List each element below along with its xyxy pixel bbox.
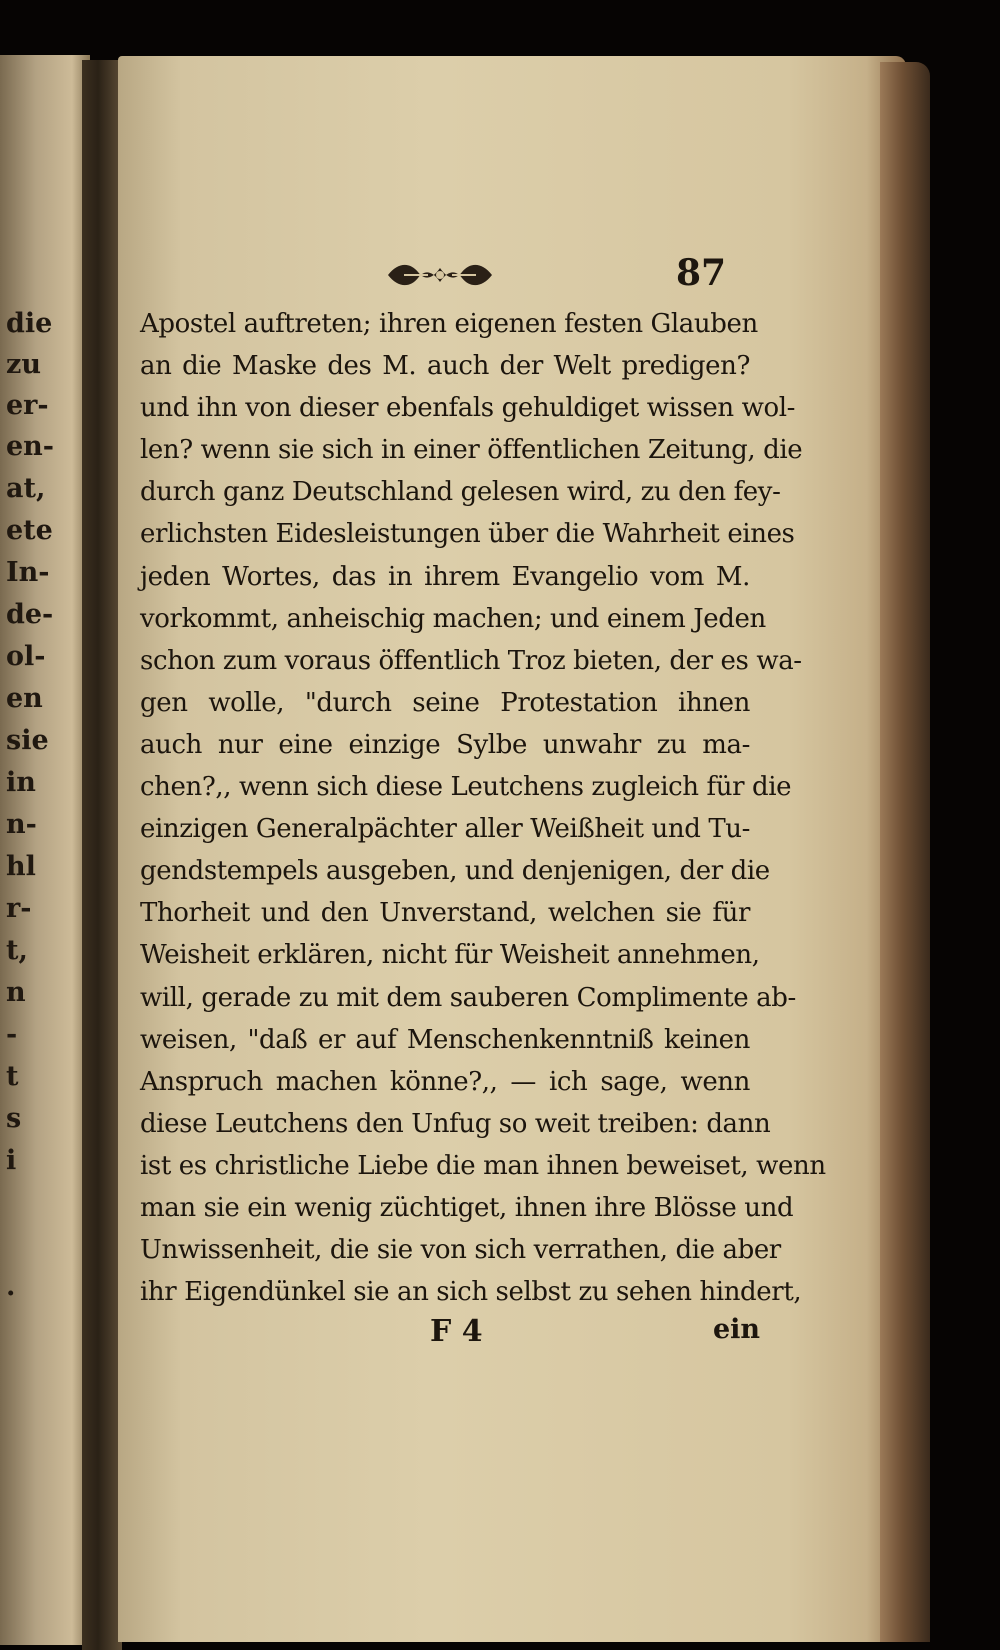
text-line: Unwissenheit, die sie von sich verrathen, die aber bbox=[140, 1235, 781, 1266]
body-text bbox=[140, 303, 826, 1313]
page-header bbox=[0, 252, 1000, 302]
left-fragment: r- bbox=[6, 893, 32, 924]
left-fragment: n- bbox=[6, 809, 37, 840]
left-fragment: en bbox=[6, 683, 43, 714]
text-line: vorkommt, anheischig machen; und einem Jeden bbox=[140, 603, 766, 634]
left-fragment: s bbox=[6, 1103, 22, 1134]
text-line: einzigen Generalpächter aller Weißheit und Tu- bbox=[140, 814, 750, 845]
left-fragment: in bbox=[6, 767, 36, 798]
text-line: chen?,, wenn sich diese Leutchens zugleich für die bbox=[140, 772, 792, 803]
text-line: an die Maske des M. auch der Welt predigen? bbox=[140, 351, 750, 382]
text-line: Weisheit erklären, nicht für Weisheit annehmen, bbox=[140, 940, 760, 971]
left-fragment: zu bbox=[6, 349, 41, 380]
left-fragment: In- bbox=[6, 557, 50, 588]
text-line: will, gerade zu mit dem sauberen Complimente ab- bbox=[140, 982, 796, 1013]
text-line: gen wolle, "durch seine Protestation ihnen bbox=[140, 687, 750, 718]
left-fragment: at, bbox=[6, 473, 46, 504]
text-line: auch nur eine einzige Sylbe unwahr zu ma- bbox=[140, 729, 750, 760]
left-fragment: . bbox=[6, 1271, 16, 1302]
left-fragment: i bbox=[6, 1145, 17, 1176]
page-footer bbox=[0, 1312, 1000, 1358]
page-number: 87 bbox=[676, 252, 727, 294]
text-line: man sie ein wenig züchtiget, ihnen ihre Blösse und bbox=[140, 1192, 794, 1223]
text-line: weisen, "daß er auf Menschenkenntniß keinen bbox=[140, 1024, 750, 1055]
left-fragment: t, bbox=[6, 935, 28, 966]
text-line: durch ganz Deutschland gelesen wird, zu den fey- bbox=[140, 477, 781, 508]
left-fragment: ol- bbox=[6, 641, 46, 672]
signature-mark: F 4 bbox=[430, 1314, 483, 1349]
text-line: ist es christliche Liebe die man ihnen beweiset, wenn bbox=[140, 1150, 826, 1181]
text-line: Thorheit und den Unverstand, welchen sie für bbox=[140, 898, 750, 929]
left-fragment: ete bbox=[6, 515, 53, 546]
left-fragment: n bbox=[6, 977, 26, 1008]
left-fragment: - bbox=[6, 1019, 18, 1050]
left-fragment: en- bbox=[6, 431, 55, 462]
catchword: ein bbox=[713, 1314, 761, 1345]
left-fragment: de- bbox=[6, 599, 54, 630]
left-fragment: t bbox=[6, 1061, 19, 1092]
left-fragment: sie bbox=[6, 725, 49, 756]
text-line: Apostel auftreten; ihren eigenen festen Glauben bbox=[140, 309, 758, 339]
text-line: jeden Wortes, das in ihrem Evangelio vom M. bbox=[140, 561, 750, 592]
text-line: ihr Eigendünkel sie an sich selbst zu sehen hindert, bbox=[140, 1277, 802, 1308]
text-line: schon zum voraus öffentlich Troz bieten, der es wa- bbox=[140, 645, 802, 676]
text-line: und ihn von dieser ebenfals gehuldiget wissen wol- bbox=[140, 393, 795, 424]
left-fragment: die bbox=[6, 308, 53, 339]
text-line: gendstempels ausgeben, und denjenigen, der die bbox=[140, 856, 770, 887]
decorative-vignette-icon bbox=[384, 258, 496, 292]
left-fragment: er- bbox=[6, 390, 49, 421]
text-line: Anspruch machen könne?,, — ich sage, wenn bbox=[140, 1066, 750, 1097]
text-line: erlichsten Eidesleistungen über die Wahrheit eines bbox=[140, 519, 795, 550]
left-fragment: hl bbox=[6, 851, 36, 882]
text-line: len? wenn sie sich in einer öffentlichen Zeitung, die bbox=[140, 435, 803, 466]
text-line: diese Leutchens den Unfug so weit treiben: dann bbox=[140, 1108, 771, 1139]
